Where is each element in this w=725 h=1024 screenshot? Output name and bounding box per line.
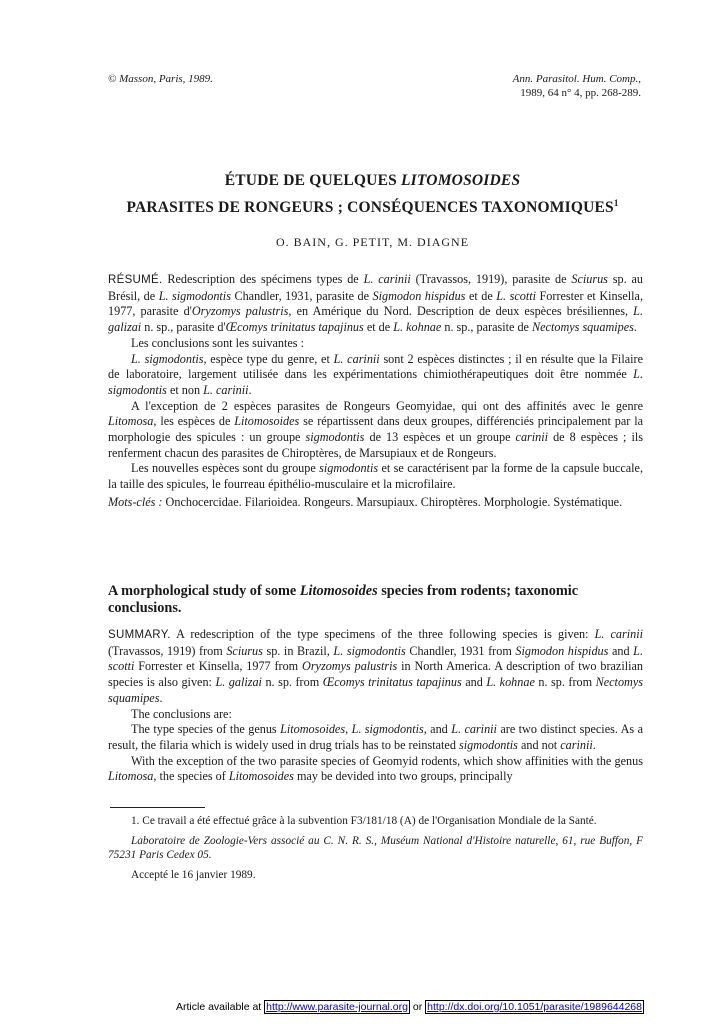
resume-paragraph-4 xyxy=(108,399,643,462)
text-run: , the species of xyxy=(153,769,229,784)
footnote-1: 1. Ce travail a été effectué grâce à la subvention F3/181/18 (A) de l'Organisation Mondiale de la Santé. xyxy=(131,815,597,827)
italic-term: L. kohnae xyxy=(393,320,442,335)
keywords: Mots-clés : Onchocercidae. Filarioidea. Rongeurs. Marsupiaux. Chiroptères. Morphologie. Systématique. xyxy=(108,494,623,509)
italic-term: L. galizai xyxy=(108,304,643,335)
italic-term: Litomosa xyxy=(108,769,154,784)
text-run: Forrester et Kinsella, 1977 from xyxy=(134,659,303,674)
italic-term: Litomosoides xyxy=(299,583,378,599)
paper-title xyxy=(80,170,665,219)
keywords-label: Mots-clés : xyxy=(108,494,163,509)
text-run: With the exception of the two parasite species of Geomyid rodents, which show affinities with the genus xyxy=(131,753,643,768)
italic-term: Œcomys trinitatus tapajinus xyxy=(225,320,364,335)
text-run: and xyxy=(608,643,634,658)
text-run: se répartissent dans deux groupes, différenciés principalement par la morphologie des spicules : un groupe xyxy=(108,414,643,445)
summary-paragraph-2: The conclusions are: xyxy=(131,706,232,721)
resume-paragraph-3 xyxy=(108,352,643,399)
italic-term: L. kohnae xyxy=(486,675,535,690)
italic-term: Sciurus xyxy=(571,272,608,286)
text-run: (Travassos, 1919) from xyxy=(108,643,227,658)
text-run: n. sp. from xyxy=(261,675,323,690)
italic-term: sigmodontis xyxy=(458,737,518,752)
english-title xyxy=(108,583,643,617)
summary-label: SUMMARY. xyxy=(108,629,171,641)
text-run: may be devided into two groups, principally xyxy=(293,769,513,784)
footer-prefix: Article available at xyxy=(176,1001,265,1013)
italic-term: Sigmodon hispidus xyxy=(372,288,466,303)
text-run: sont 2 espèces distinctes ; il en résulte que la Filaire de laboratoire, largement utilisée dans les expérimentations chimiothérapeutiques doit être nommée xyxy=(108,351,643,382)
text-run: . xyxy=(248,382,252,397)
italic-term: L. galizai xyxy=(215,675,262,690)
text-run: et de xyxy=(465,288,497,303)
italic-term: Litomosoides xyxy=(280,722,346,737)
text-run: et non xyxy=(166,382,204,397)
author-list: O. BAIN, G. PETIT, M. DIAGNE xyxy=(275,235,470,249)
italic-term: carinii xyxy=(560,737,593,752)
text-run: sp. in Brazil, xyxy=(262,643,334,658)
italic-term: Litomosoides xyxy=(228,769,294,784)
summary-paragraph-3 xyxy=(108,722,643,753)
journal-copyright: © Masson, Paris, 1989. xyxy=(108,73,213,85)
availability-footer xyxy=(176,1001,644,1013)
italic-term: L. carinii xyxy=(451,722,497,737)
text-run: species from rodents; taxonomic conclusions. xyxy=(108,583,579,616)
journal-citation xyxy=(513,72,641,100)
footnotes xyxy=(108,814,643,887)
italic-term: Oryzomys palustris xyxy=(302,659,398,674)
resume-paragraph-2: Les conclusions sont les suivantes : xyxy=(131,335,304,350)
italic-term: L. sigmodontis xyxy=(131,351,204,366)
footer-or: or xyxy=(409,1001,426,1013)
title-line-1: ÉTUDE DE QUELQUES LITOMOSOIDES xyxy=(224,172,521,189)
italic-term: Sciurus xyxy=(226,643,263,658)
resume-label: RÉSUMÉ. xyxy=(108,274,163,286)
text-run: . xyxy=(633,320,637,335)
journal-link[interactable]: http://www.parasite-journal.org xyxy=(266,1001,408,1013)
text-run: de 13 espèces et un groupe xyxy=(364,430,516,445)
italic-term: L. carinii xyxy=(203,382,249,397)
text-run: n. sp., parasite d' xyxy=(141,320,226,335)
text-run: Chandler, 1931, parasite de xyxy=(230,288,373,303)
text-run: . xyxy=(159,690,163,705)
text-run: n. sp., parasite de xyxy=(441,320,533,335)
text-run: et se caractérisent par la forme de la capsule buccale, la taille des spicules, le fourreau épithélio-musculaire et la microfilaire. xyxy=(108,461,643,492)
text-run: , and xyxy=(423,722,452,737)
text-run: , espèce type du genre, et xyxy=(203,351,334,366)
italic-term: L. carinii xyxy=(594,627,643,641)
text-run: Redescription des spécimens types de xyxy=(162,272,364,286)
resume-section xyxy=(108,272,643,511)
italic-term: Nectomys squamipes xyxy=(108,675,643,705)
italic-term: L. scotti xyxy=(496,288,537,303)
text-run: n. sp. from xyxy=(534,675,596,690)
summary-section xyxy=(108,627,643,785)
text-run: , les espèces de xyxy=(153,414,235,429)
italic-term: sigmodontis xyxy=(305,430,365,445)
text-run: Chandler, 1931 from xyxy=(405,643,516,658)
footnote-divider xyxy=(110,807,205,808)
doi-link[interactable]: http://dx.doi.org/10.1051/parasite/1989644268 xyxy=(427,1001,642,1013)
italic-term: L. sigmodontis xyxy=(333,643,406,658)
footnote-mark: 1 xyxy=(613,198,619,208)
italic-term: Sigmodon hispidus xyxy=(515,643,609,658)
text-run: and xyxy=(461,675,487,690)
text-run: . xyxy=(592,737,596,752)
accepted-date: Accepté le 16 janvier 1989. xyxy=(131,868,256,881)
italic-term: Nectomys squamipes xyxy=(532,320,634,335)
text-run: in North America. A description of two brazilian species is also given: xyxy=(108,659,643,690)
text-run: sp. au Brésil, de xyxy=(108,272,644,303)
summary-paragraph-1 xyxy=(108,627,643,707)
text-run: et de xyxy=(363,320,394,335)
italic-term: carinii xyxy=(515,430,549,445)
italic-term: L. carinii xyxy=(363,272,411,286)
text-run: A l'exception de 2 espèces parasites de Rongeurs Geomyidae, qui ont des affinités avec le genre xyxy=(131,398,643,413)
text-run: A morphological study of some xyxy=(108,583,300,599)
italic-term: L. sigmodontis xyxy=(158,288,231,303)
citation-line-2: 1989, 64 n° 4, pp. 268-289. xyxy=(520,87,641,99)
text-run: A redescription of the type specimens of the three following species is given: xyxy=(170,627,595,641)
text-run: , xyxy=(345,722,352,737)
italic-term: Litomosoides xyxy=(234,414,300,429)
title-line-2: PARASITES DE RONGEURS ; CONSÉQUENCES TAXONOMIQUES$^1$ xyxy=(126,198,619,217)
text-run: and not xyxy=(517,737,561,752)
summary-paragraph-4 xyxy=(108,754,643,785)
resume-paragraph-1 xyxy=(108,272,643,336)
resume-paragraph-5 xyxy=(108,461,643,492)
text-run: , en Amérique du Nord. Description de deux espèces brésiliennes, xyxy=(288,304,634,319)
italic-term: L. carinii xyxy=(333,351,380,366)
text-run: Forrester et Kinsella, 1977, parasite d' xyxy=(108,288,643,319)
italic-term: Litomosa xyxy=(108,414,154,429)
italic-term: L. scotti xyxy=(108,643,643,674)
text-run: are two distinct species. As a result, the filaria which is widely used in drug trials has to be reinstated xyxy=(108,722,643,752)
italic-term: L. sigmodontis xyxy=(351,722,424,737)
italic-term: L. sigmodontis xyxy=(108,367,643,397)
laboratory-address: Laboratoire de Zoologie-Vers associé au C. N. R. S., Muséum National d'Histoire naturelle, 61, rue Buffon, F 75231 Paris Cedex 05. xyxy=(108,834,643,861)
text-run: de 8 espèces ; ils renferment chacun des parasites de Chiroptères, de Marsupiaux et de Rongeurs. xyxy=(108,430,643,460)
italic-term: Oryzomys palustris xyxy=(191,304,289,319)
italic-term: sigmodontis xyxy=(319,461,379,476)
text-run: The type species of the genus xyxy=(131,722,281,737)
italic-term: Œcomys trinitatus tapajinus xyxy=(322,675,462,690)
citation-line-1: Ann. Parasitol. Hum. Comp., xyxy=(512,73,641,85)
text-run: Les nouvelles espèces sont du groupe xyxy=(131,461,320,476)
text-run: (Travassos, 1919), parasite de xyxy=(410,272,572,286)
